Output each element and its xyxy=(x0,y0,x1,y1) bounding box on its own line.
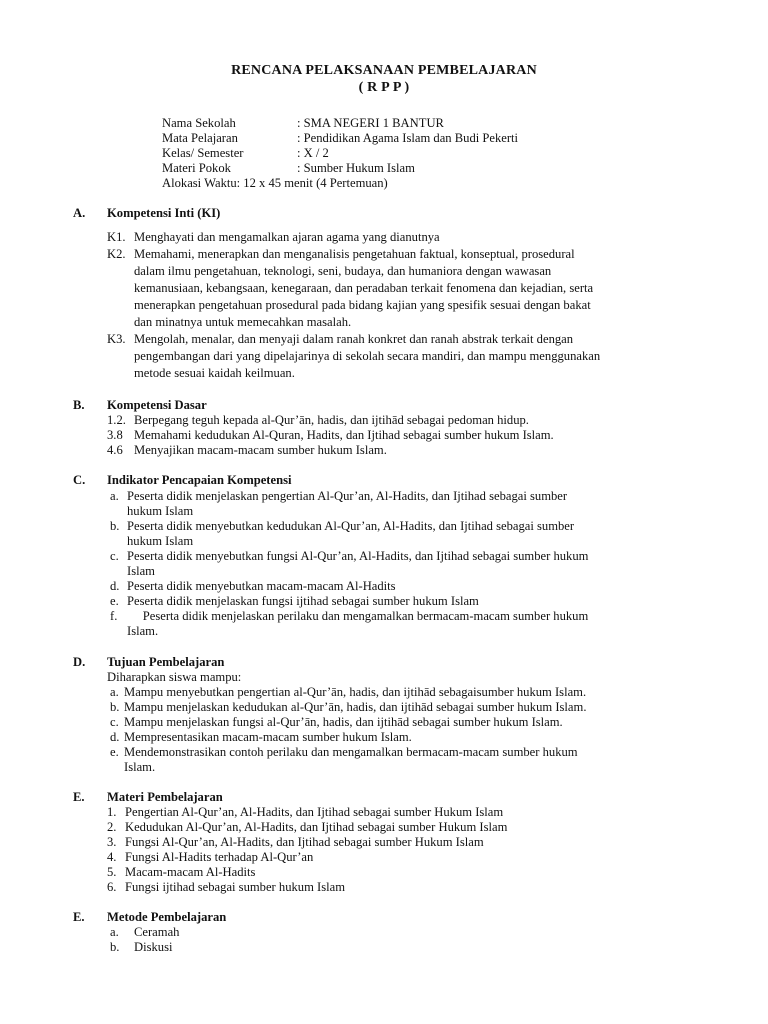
list-item: Menghayati dan mengamalkan ajaran agama yang dianutnya xyxy=(134,230,440,244)
list-marker: a. xyxy=(110,925,119,939)
list-item: Mampu menjelaskan kedudukan al-Qur’ān, hadis, dan ijtihād sebagai sumber hukum Islam. xyxy=(124,700,587,714)
list-marker: b. xyxy=(110,519,120,533)
list-item: Ceramah xyxy=(134,925,180,939)
list-marker: K3. xyxy=(107,332,126,346)
list-item: Mengolah, menalar, dan menyaji dalam ranah konkret dan ranah abstrak terkait dengan xyxy=(134,332,574,346)
identity-value: : Pendidikan Agama Islam dan Budi Pekerti xyxy=(297,131,519,145)
list-item: Fungsi Al-Qur’an, Al-Hadits, dan Ijtihad sebagai sumber Hukum Islam xyxy=(125,835,484,849)
list-marker: b. xyxy=(110,940,120,954)
list-item: Mempresentasikan macam-macam sumber hukum Islam. xyxy=(124,730,412,744)
list-item: Peserta didik menyebutkan fungsi Al-Qur’an, Al-Hadits, dan Ijtihad sebagai sumber hukum xyxy=(127,549,589,563)
list-marker: a. xyxy=(110,489,119,503)
list-marker: c. xyxy=(110,549,119,563)
list-item: Diskusi xyxy=(134,940,173,954)
list-marker: 5. xyxy=(107,865,117,879)
section-heading: Materi Pembelajaran xyxy=(107,790,223,804)
list-marker: b. xyxy=(110,700,120,714)
list-marker: 2. xyxy=(107,820,117,834)
list-marker: d. xyxy=(110,579,120,593)
identity-label: Alokasi Waktu: 12 x 45 menit (4 Pertemuan) xyxy=(162,176,388,190)
list-item: Mendemonstrasikan contoh perilaku dan mengamalkan bermacam-macam sumber hukum xyxy=(124,745,578,759)
list-item: Peserta didik menjelaskan fungsi ijtihad sebagai sumber hukum Islam xyxy=(127,594,479,608)
list-item: Islam. xyxy=(127,624,159,638)
list-item: Macam-macam Al-Hadits xyxy=(125,865,256,879)
list-marker: 6. xyxy=(107,880,117,894)
identity-value: : X / 2 xyxy=(297,146,329,160)
section-heading: Tujuan Pembelajaran xyxy=(107,655,225,669)
section-letter: C. xyxy=(73,473,86,487)
list-item: dan minatnya untuk memecahkan masalah. xyxy=(134,315,352,329)
list-item: Peserta didik menjelaskan perilaku dan mengamalkan bermacam-macam sumber hukum xyxy=(127,609,589,623)
section-letter: D. xyxy=(73,655,86,669)
list-marker: f. xyxy=(110,609,118,623)
list-marker: 4. xyxy=(107,850,117,864)
list-marker: K2. xyxy=(107,247,126,261)
list-marker: 3.8 xyxy=(107,428,123,442)
section-intro: Diharapkan siswa mampu: xyxy=(107,670,242,684)
list-marker: 1.2. xyxy=(107,413,126,427)
list-item: Memahami kedudukan Al-Quran, Hadits, dan Ijtihad sebagai sumber hukum Islam. xyxy=(134,428,554,442)
list-marker: a. xyxy=(110,685,119,699)
identity-label: Nama Sekolah xyxy=(162,116,236,130)
list-marker: 1. xyxy=(107,805,117,819)
list-marker: d. xyxy=(110,730,120,744)
section-heading: Kompetensi Dasar xyxy=(107,398,207,412)
list-item: Peserta didik menyebutkan macam-macam Al-Hadits xyxy=(127,579,396,593)
list-item: Fungsi Al-Hadits terhadap Al-Qur’an xyxy=(125,850,314,864)
list-item: Islam xyxy=(127,564,155,578)
list-item: Peserta didik menjelaskan pengertian Al-Qur’an, Al-Hadits, dan Ijtihad sebagai sumber xyxy=(127,489,568,503)
list-item: kemanusiaan, kebangsaan, kenegaraan, dan peradaban terkait fenomena dan kejadian, serta xyxy=(134,281,594,295)
list-marker: c. xyxy=(110,715,119,729)
list-item: Peserta didik menyebutkan kedudukan Al-Qur’an, Al-Hadits, dan Ijtihad sebagai sumber xyxy=(127,519,575,533)
list-marker: 3. xyxy=(107,835,117,849)
list-marker: e. xyxy=(110,745,119,759)
identity-value: : SMA NEGERI 1 BANTUR xyxy=(297,116,444,130)
list-item: Menyajikan macam-macam sumber hukum Islam. xyxy=(134,443,387,457)
list-item: Islam. xyxy=(124,760,156,774)
identity-value: : Sumber Hukum Islam xyxy=(297,161,415,175)
section-heading: Indikator Pencapaian Kompetensi xyxy=(107,473,292,487)
list-item: Fungsi ijtihad sebagai sumber hukum Islam xyxy=(125,880,346,894)
section-heading: Kompetensi Inti (KI) xyxy=(107,206,221,220)
list-marker: K1. xyxy=(107,230,126,244)
list-item: Berpegang teguh kepada al-Qur’ān, hadis, dan ijtihād sebagai pedoman hidup. xyxy=(134,413,529,427)
list-item: dalam ilmu pengetahuan, teknologi, seni, budaya, dan humaniora dengan wawasan xyxy=(134,264,552,278)
list-item: Pengertian Al-Qur’an, Al-Hadits, dan Ijtihad sebagai sumber Hukum Islam xyxy=(125,805,504,819)
list-item: metode sesuai kaidah keilmuan. xyxy=(134,366,295,380)
list-item: menerapkan pengetahuan prosedural pada bidang kajian yang spesifik sesuai dengan bakat xyxy=(134,298,591,312)
section-heading: Metode Pembelajaran xyxy=(107,910,227,924)
list-item: Mampu menjelaskan fungsi al-Qur’ān, hadis, dan ijtihād sebagai sumber hukum Islam. xyxy=(124,715,563,729)
document-subtitle: ( R P P ) xyxy=(358,80,410,95)
section-letter: B. xyxy=(73,398,85,412)
list-marker: 4.6 xyxy=(107,443,123,457)
identity-label: Kelas/ Semester xyxy=(162,146,244,160)
section-letter: A. xyxy=(73,206,86,220)
list-item: hukum Islam xyxy=(127,534,194,548)
identity-label: Mata Pelajaran xyxy=(162,131,238,145)
identity-label: Materi Pokok xyxy=(162,161,231,175)
list-marker: e. xyxy=(110,594,119,608)
list-item: Memahami, menerapkan dan menganalisis pengetahuan faktual, konseptual, prosedural xyxy=(134,247,575,261)
section-letter: E. xyxy=(73,910,85,924)
list-item: hukum Islam xyxy=(127,504,194,518)
list-item: pengembangan dari yang dipelajarinya di sekolah secara mandiri, dan mampu menggunakan xyxy=(134,349,601,363)
list-item: Mampu menyebutkan pengertian al-Qur’ān, hadis, dan ijtihād sebagaisumber hukum Islam. xyxy=(124,685,587,699)
list-item: Kedudukan Al-Qur’an, Al-Hadits, dan Ijtihad sebagai sumber Hukum Islam xyxy=(125,820,508,834)
document-title: RENCANA PELAKSANAAN PEMBELAJARAN xyxy=(231,63,537,78)
section-letter: E. xyxy=(73,790,85,804)
